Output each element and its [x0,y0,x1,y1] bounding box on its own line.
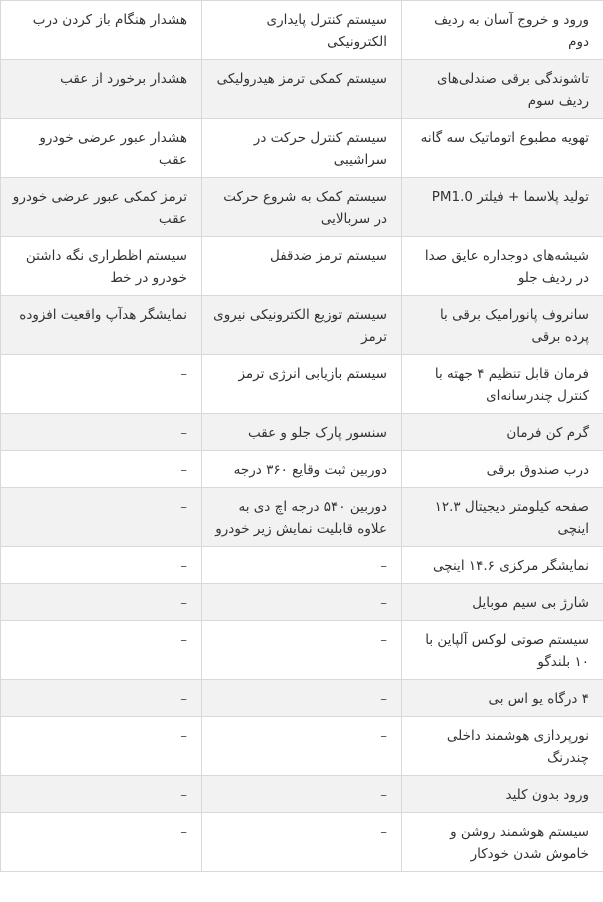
warning-feature-cell: سیستم اظطراری نگه داشتن خودرو در خط [1,237,202,296]
table-row [1,355,603,414]
empty-cell: – [1,776,202,813]
table-row [1,451,603,488]
table-row [1,119,603,178]
empty-cell: – [1,717,202,776]
comfort-feature-cell: شارژ بی سیم موبایل [402,584,603,621]
safety-system-cell: سیستم کمک به شروع حرکت در سربالایی [202,178,402,237]
table-row [1,680,603,717]
empty-cell: – [202,680,402,717]
empty-cell: – [202,547,402,584]
table-row [1,717,603,776]
features-table-body [1,1,603,872]
empty-cell: – [1,813,202,872]
table-row [1,1,603,60]
comfort-feature-cell: صفحه کیلومتر دیجیتال ۱۲.۳ اینچی [402,488,603,547]
comfort-feature-cell: تهویه مطبوع اتوماتیک سه گانه [402,119,603,178]
safety-system-cell: سیستم کنترل پایداری الکترونیکی [202,1,402,60]
comfort-feature-cell: ورود بدون کلید [402,776,603,813]
comfort-feature-cell: تولید پلاسما + فیلتر PM1.0 [402,178,603,237]
safety-system-cell: سیستم ترمز ضدقفل [202,237,402,296]
comfort-feature-cell: سیستم صوتی لوکس آلپاین با ۱۰ بلندگو [402,621,603,680]
comfort-feature-cell: فرمان قابل تنظیم ۴ جهته با کنترل چندرسانه‌ای [402,355,603,414]
empty-cell: – [1,680,202,717]
table-row [1,488,603,547]
safety-system-cell: دوربین ۵۴۰ درجه اچ دی به علاوه قابلیت نمایش زیر خودرو [202,488,402,547]
empty-cell: – [1,451,202,488]
comfort-feature-cell: تاشوندگی برقی صندلی‌های ردیف سوم [402,60,603,119]
table-row [1,237,603,296]
table-row [1,813,603,872]
safety-system-cell: سنسور پارک جلو و عقب [202,414,402,451]
table-row [1,584,603,621]
warning-feature-cell: نمایشگر هدآپ واقعیت افزوده [1,296,202,355]
empty-cell: – [1,584,202,621]
safety-system-cell: سیستم توزیع الکترونیکی نیروی ترمز [202,296,402,355]
comfort-feature-cell: ورود و خروج آسان به ردیف دوم [402,1,603,60]
safety-system-cell: دوربین ثبت وقایع ۳۶۰ درجه [202,451,402,488]
warning-feature-cell: هشدار هنگام باز کردن درب [1,1,202,60]
empty-cell: – [1,488,202,547]
empty-cell: – [202,776,402,813]
table-row [1,547,603,584]
comfort-feature-cell: درب صندوق برقی [402,451,603,488]
table-row [1,414,603,451]
safety-system-cell: سیستم کمکی ترمز هیدرولیکی [202,60,402,119]
comfort-feature-cell: سانروف پانورامیک برقی با پرده برقی [402,296,603,355]
warning-feature-cell: ترمز کمکی عبور عرضی خودرو عقب [1,178,202,237]
table-row [1,296,603,355]
comfort-feature-cell: ۴ درگاه یو اس بی [402,680,603,717]
warning-feature-cell: هشدار برخورد از عقب [1,60,202,119]
warning-feature-cell: هشدار عبور عرضی خودرو عقب [1,119,202,178]
table-row [1,776,603,813]
table-row [1,60,603,119]
empty-cell: – [202,717,402,776]
empty-cell: – [202,621,402,680]
comfort-feature-cell: گرم کن فرمان [402,414,603,451]
comfort-feature-cell: سیستم هوشمند روشن و خاموش شدن خودکار [402,813,603,872]
table-row [1,621,603,680]
comfort-feature-cell: نمایشگر مرکزی ۱۴.۶ اینچی [402,547,603,584]
empty-cell: – [202,813,402,872]
comfort-feature-cell: شیشه‌های دوجداره عایق صدا در ردیف جلو [402,237,603,296]
safety-system-cell: سیستم کنترل حرکت در سراشیبی [202,119,402,178]
empty-cell: – [1,621,202,680]
comfort-feature-cell: نورپردازی هوشمند داخلی چندرنگ [402,717,603,776]
empty-cell: – [1,355,202,414]
safety-system-cell: سیستم بازیابی انرژی ترمز [202,355,402,414]
empty-cell: – [202,584,402,621]
table-row [1,178,603,237]
empty-cell: – [1,547,202,584]
empty-cell: – [1,414,202,451]
